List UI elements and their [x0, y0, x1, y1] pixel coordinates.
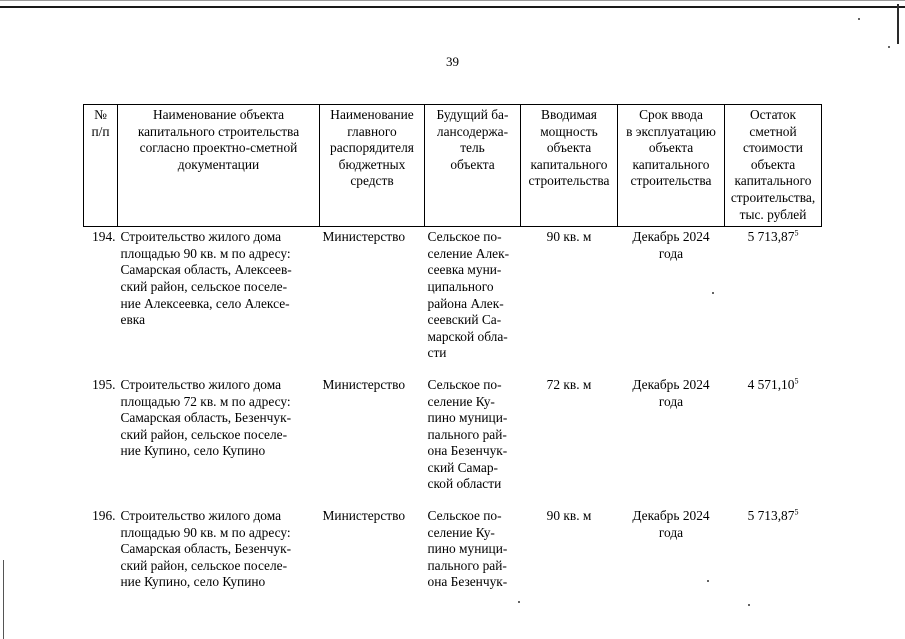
- scan-speck: [888, 46, 890, 48]
- capacity: 90 кв. м: [546, 508, 592, 524]
- row-number: 195.: [92, 376, 116, 392]
- scan-edge-line: [0, 6, 905, 8]
- footnote-mark: 5: [794, 376, 799, 386]
- object-name: Строительство жилого дома площадью 72 кв. м по адресу: Самарская область, Безенчук- ский район, сельское поселе- ние Купино, село Купино: [120, 376, 292, 459]
- footnote-mark: 5: [794, 507, 799, 517]
- budget-administrator: Министерство: [322, 376, 406, 392]
- remaining-cost-value: 5 713,87: [747, 229, 795, 245]
- header-object-name: Наименование объекта капитального строительства согласно проектно-сметной документации: [118, 105, 320, 227]
- header-commissioning-date: Срок ввода в эксплуатацию объекта капитального строительства: [618, 105, 725, 227]
- commissioning-date: Декабрь 2024 года: [632, 508, 710, 540]
- footnote-mark: 5: [794, 228, 799, 238]
- header-row: [84, 105, 822, 227]
- table-header: [84, 105, 822, 227]
- future-holder: Сельское по- селение Ку- пино муници- пального рай- она Безенчук-: [427, 508, 508, 590]
- budget-administrator: Министерство: [322, 229, 406, 245]
- header-budget-administrator: Наименование главного распорядителя бюджетных средств: [320, 105, 425, 227]
- remaining-cost: [725, 227, 822, 377]
- remaining-cost-value: 5 713,87: [747, 508, 795, 524]
- remaining-cost: [725, 508, 822, 606]
- scan-edge-mark: [3, 560, 4, 639]
- remaining-cost: [725, 377, 822, 508]
- scan-edge-line: [0, 0, 905, 1]
- construction-objects-table: [83, 104, 822, 606]
- row-number: 194.: [92, 229, 116, 245]
- scan-speck: [858, 18, 860, 20]
- budget-administrator: Министерство: [322, 508, 406, 524]
- table-row: [84, 377, 822, 508]
- table-row: [84, 508, 822, 606]
- table-row: [84, 227, 822, 377]
- capacity: 72 кв. м: [546, 376, 592, 392]
- scan-edge-mark: [897, 4, 899, 44]
- future-holder: Сельское по- селение Алек- сеевка муни- ципального района Алек- сеевский Са- марской обла- сти: [427, 229, 510, 361]
- capacity: 90 кв. м: [546, 229, 592, 245]
- remaining-cost-value: 4 571,10: [747, 376, 795, 392]
- object-name: Строительство жилого дома площадью 90 кв. м по адресу: Самарская область, Безенчук- ский район, сельское поселе- ние Купино, село Купино: [120, 508, 292, 590]
- future-holder: Сельское по- селение Ку- пино муници- пального рай- она Безенчук- ский Самар- ской области: [427, 376, 508, 492]
- commissioning-date: Декабрь 2024 года: [632, 229, 710, 261]
- row-number: 196.: [92, 508, 116, 524]
- object-name: Строительство жилого дома площадью 90 кв. м по адресу: Самарская область, Алексеев- ский район, сельское поселе- ние Алексеевка, село Алексе- евка: [120, 229, 292, 328]
- header-capacity: Вводимая мощность объекта капитального строительства: [521, 105, 618, 227]
- header-number: № п/п: [84, 105, 118, 227]
- commissioning-date: Декабрь 2024 года: [632, 376, 710, 409]
- page-number: 39: [446, 54, 459, 69]
- header-remaining-cost: Остаток сметной стоимости объекта капитального строительства, тыс. рублей: [725, 105, 822, 227]
- header-future-holder: Будущий ба- лансодержа- тель объекта: [425, 105, 521, 227]
